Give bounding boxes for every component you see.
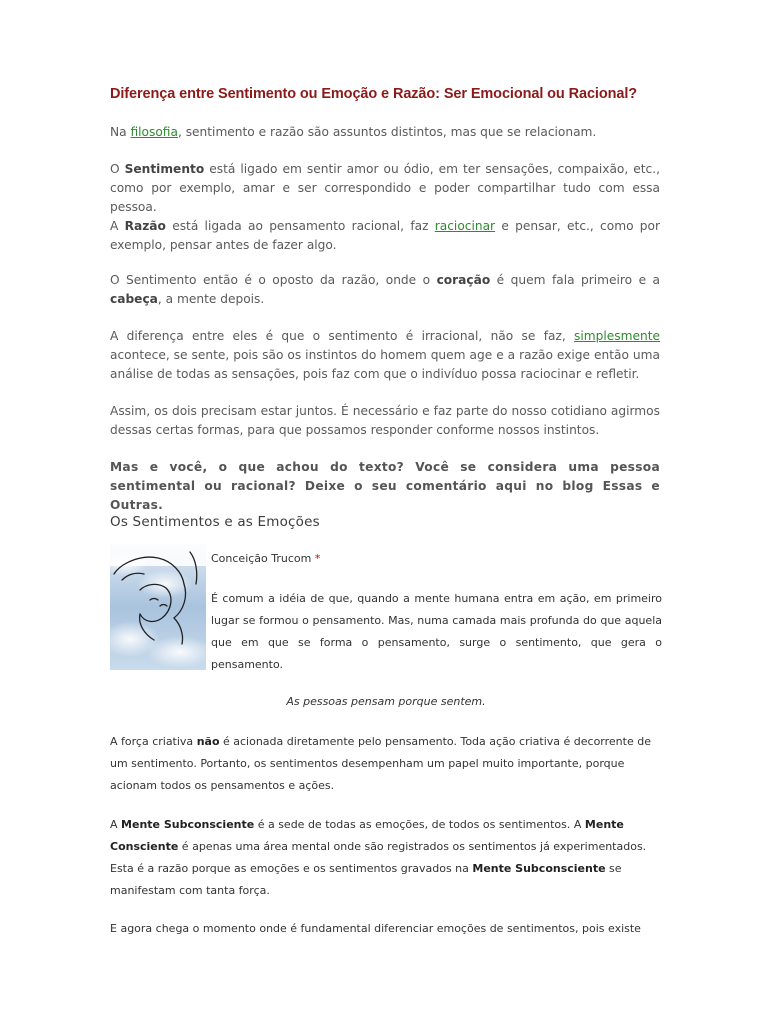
- section-heading: Os Sentimentos e as Emoções: [110, 514, 320, 530]
- author-name: Conceição Trucom *: [211, 552, 321, 565]
- paragraph-razao: A Razão está ligada ao pensamento racional, faz raciocinar e pensar, etc., como por exemplo, pensar antes de fazer algo.: [110, 219, 660, 252]
- author-footnote-marker: *: [314, 552, 321, 565]
- article-title: Diferença entre Sentimento ou Emoção e Razão: Ser Emocional ou Racional?: [110, 86, 638, 102]
- paragraph-mente-subconsciente: A Mente Subconsciente é a sede de todas as emoções, de todos os sentimentos. A Mente Consciente é apenas uma área mental onde são registrados os sentimentos já experimentados. Esta é a razão porque as emoções e os sentimentos gravados na Mente Subconsciente se manifestam com tanta força.: [110, 818, 647, 897]
- illustration-image: [110, 544, 206, 670]
- paragraph-intro: Na filosofia, sentimento e razão são assuntos distintos, mas que se relacionam.: [110, 125, 597, 139]
- mother-child-sketch-icon: [110, 544, 206, 670]
- paragraph-sentimento: O Sentimento está ligado em sentir amor ou ódio, em ter sensações, compaixão, etc., como por exemplo, amar e ser correspondido e poder compartilhar tudo com essa pessoa.: [110, 162, 661, 214]
- paragraph-call-to-action: Mas e você, o que achou do texto? Você se considera uma pessoa sentimental ou racional? Deixe o seu comentário aqui no blog Essas e Outras.: [110, 460, 660, 512]
- link-raciocinar[interactable]: raciocinar: [434, 219, 496, 233]
- paragraph-emocoes-sentimentos: E agora chega o momento onde é fundamental diferenciar emoções de sentimentos, pois existe: [110, 922, 641, 935]
- paragraph-diferenca: A diferença entre eles é que o sentimento é irracional, não se faz, simplesmente acontece, se sente, pois são os instintos do homem quem age e a razão exige então uma análise de todas as sensações, pois faz com que o indivíduo possa raciocinar e refletir.: [110, 329, 660, 381]
- link-simplesmente[interactable]: simplesmente: [574, 329, 660, 343]
- paragraph-juntos: Assim, os dois precisam estar juntos. É necessário e faz parte do nosso cotidiano agirmos dessas certas formas, para que possamos responder conforme nossos instintos.: [110, 404, 660, 437]
- quote-pessoas-pensam: As pessoas pensam porque sentem.: [286, 695, 486, 708]
- paragraph-mente-humana: É comum a idéia de que, quando a mente humana entra em ação, em primeiro lugar se formou o pensamento. Mas, numa camada mais profunda do que aquela que em que se forma o pensamento, surge o sentimento, que gera o pensamento.: [211, 592, 662, 671]
- paragraph-forca-criativa: A força criativa não é acionada diretamente pelo pensamento. Toda ação criativa é decorrente de um sentimento. Portanto, os sentimentos desempenham um papel muito importante, porque acionam todos os pensamentos e ações.: [110, 735, 651, 792]
- paragraph-oposto: O Sentimento então é o oposto da razão, onde o coração é quem fala primeiro e a cabeça, a mente depois.: [110, 273, 660, 306]
- link-filosofia[interactable]: filosofia: [130, 125, 178, 139]
